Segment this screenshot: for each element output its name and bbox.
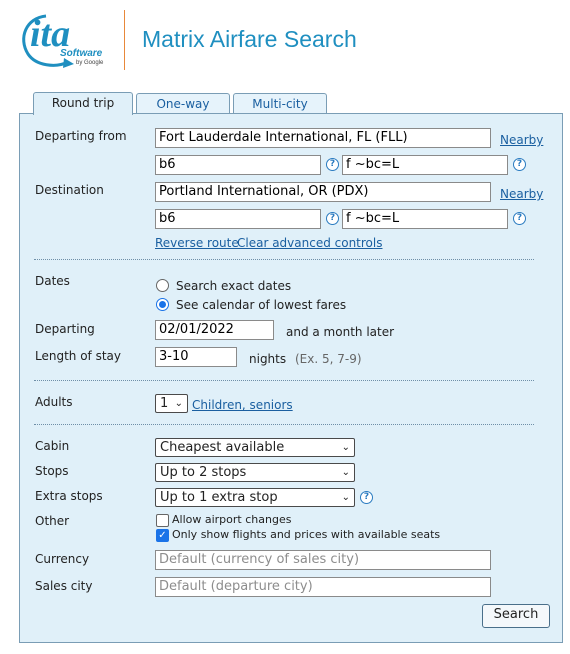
adults-select[interactable] — [155, 394, 188, 413]
chevron-down-icon: ⌄ — [174, 398, 183, 409]
cabin-select[interactable] — [155, 438, 355, 457]
help-icon[interactable]: ? — [326, 212, 339, 225]
tab-multi-city[interactable]: Multi-city — [233, 93, 327, 113]
section-divider — [34, 424, 534, 425]
chevron-down-icon: ⌄ — [341, 442, 350, 453]
departing-from-label: Departing from — [35, 129, 127, 143]
adults-label: Adults — [35, 395, 73, 409]
departing-carrier-input[interactable]: b6 — [155, 155, 321, 175]
nights-label: nights — [249, 352, 287, 366]
stops-select[interactable] — [155, 463, 355, 482]
length-of-stay-input[interactable]: 3-10 — [155, 347, 237, 367]
header-divider — [124, 10, 125, 70]
children-seniors-link[interactable]: Children, seniors — [192, 398, 293, 412]
destination-routing-input[interactable]: f ~bc=L — [342, 209, 508, 229]
other-label: Other — [35, 514, 70, 528]
clear-advanced-controls-link[interactable]: Clear advanced controls — [237, 236, 383, 250]
extra-stops-select-value: Up to 1 extra stop — [160, 490, 278, 505]
tab-round-trip[interactable]: Round trip — [33, 92, 133, 115]
cabin-select-value: Cheapest available — [160, 440, 285, 455]
sales-city-label: Sales city — [35, 579, 93, 593]
length-of-stay-hint: (Ex. 5, 7-9) — [295, 352, 362, 366]
search-form-panel — [19, 113, 563, 643]
search-button[interactable]: Search — [482, 604, 550, 628]
sales-city-input[interactable]: Default (departure city) — [155, 577, 491, 597]
chevron-down-icon: ⌄ — [341, 492, 350, 503]
logo-by-google: by Google — [76, 60, 104, 66]
help-icon[interactable]: ? — [513, 158, 526, 171]
logo-subtext: Software — [60, 48, 103, 59]
dates-label: Dates — [35, 274, 70, 288]
tab-one-way[interactable]: One-way — [136, 93, 230, 113]
page-title: Matrix Airfare Search — [142, 26, 357, 52]
reverse-route-link[interactable]: Reverse route — [155, 236, 239, 250]
see-calendar-radio[interactable] — [156, 298, 169, 311]
stops-label: Stops — [35, 464, 69, 478]
help-icon[interactable]: ? — [513, 212, 526, 225]
departing-from-input[interactable]: Fort Lauderdale International, FL (FLL) — [155, 128, 491, 148]
stops-select-value: Up to 2 stops — [160, 465, 247, 480]
length-of-stay-label: Length of stay — [35, 349, 121, 363]
search-exact-dates-radio[interactable] — [156, 279, 169, 292]
allow-airport-changes-checkbox[interactable] — [156, 514, 169, 527]
destination-label: Destination — [35, 183, 104, 197]
only-available-seats-checkbox[interactable] — [156, 529, 169, 542]
section-divider — [34, 380, 534, 381]
chevron-down-icon: ⌄ — [341, 467, 350, 478]
help-icon[interactable]: ? — [326, 158, 339, 171]
destination-input[interactable]: Portland International, OR (PDX) — [155, 182, 491, 202]
only-available-seats-label: Only show flights and prices with available seats — [172, 528, 441, 541]
departing-range-note: and a month later — [286, 325, 395, 339]
departing-routing-input[interactable]: f ~bc=L — [342, 155, 508, 175]
ita-software-logo — [16, 8, 116, 72]
logo-text: ita — [30, 13, 71, 55]
check-icon: ✓ — [158, 530, 167, 541]
currency-label: Currency — [35, 552, 90, 566]
destination-carrier-input[interactable]: b6 — [155, 209, 321, 229]
adults-select-value: 1 — [160, 396, 169, 411]
departing-nearby-link[interactable]: Nearby — [500, 133, 544, 147]
destination-nearby-link[interactable]: Nearby — [500, 187, 544, 201]
extra-stops-select[interactable] — [155, 488, 355, 507]
allow-airport-changes-label: Allow airport changes — [172, 513, 292, 526]
see-calendar-label: See calendar of lowest fares — [176, 298, 347, 312]
departing-label: Departing — [35, 322, 95, 336]
currency-input[interactable]: Default (currency of sales city) — [155, 550, 491, 570]
cabin-label: Cabin — [35, 439, 70, 453]
extra-stops-label: Extra stops — [35, 489, 103, 503]
section-divider — [34, 259, 534, 260]
help-icon[interactable]: ? — [360, 491, 373, 504]
search-exact-dates-label: Search exact dates — [176, 279, 292, 293]
departing-date-input[interactable]: 02/01/2022 — [155, 320, 274, 340]
